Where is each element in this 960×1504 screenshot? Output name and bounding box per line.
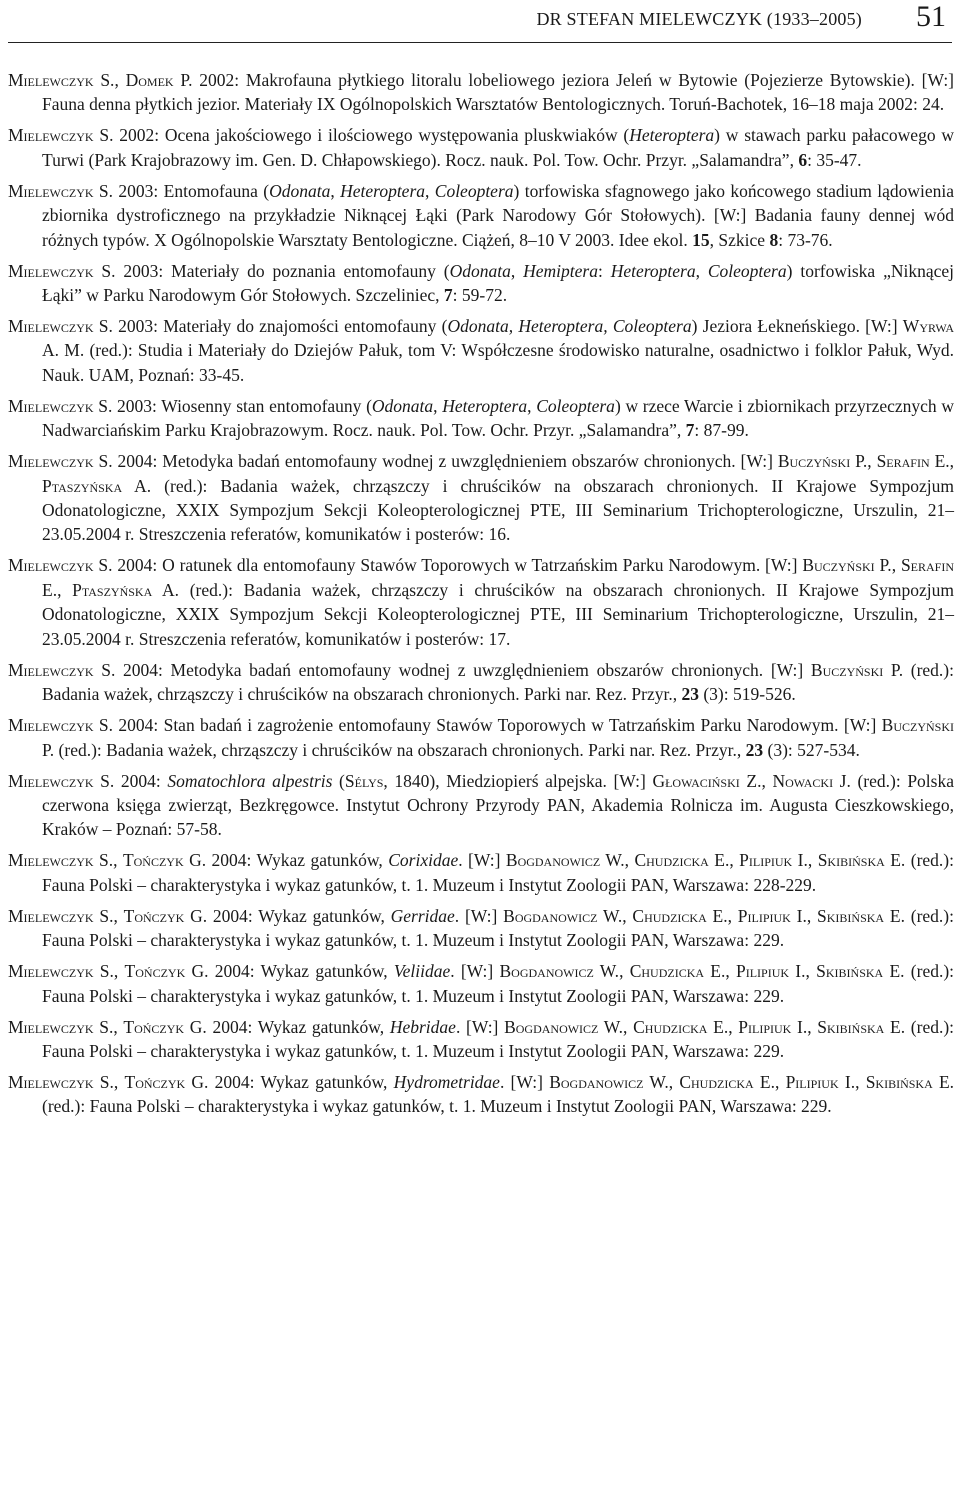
reference-text: , <box>727 905 738 926</box>
author-name: Mielewczyk S. <box>8 451 113 472</box>
reference-text: , <box>806 905 818 926</box>
reference-text: : 87-99. <box>694 420 749 441</box>
reference-entry <box>8 769 954 842</box>
reference-text: 2002: Ocena jakościowego i ilościowego występowania pluskwiaków ( <box>113 125 630 146</box>
author-name: Pilipiuk I. <box>738 1016 808 1037</box>
author-name: Mielewczyk S. <box>8 1016 114 1037</box>
reference-text: (red.): Studia i Materiały do Dziejów Pałuk, tom V: Współczesne środowisko naturalne, osadnictwo i folklor Pałuk, Wyd. Nauk. UAM, Poznań: 33-45. <box>42 340 955 385</box>
author-name: Ptaszyńska A. <box>72 579 180 600</box>
reference-text: , <box>330 180 341 201</box>
reference-text: (red.): Badania ważek, chrząszczy i chruścików na obszarach chronionych. II Krajowe Sympozjum Odonatologiczne, XXIX Sympozjum Sekcji Koleopterologicznej PTE, III Seminarium Trichopterologiczne, Urszulin, 21–23.05.2004 r. Streszczenia referatów, komunikatów i posterów: 17. <box>42 579 955 649</box>
reference-text: , <box>668 1071 680 1092</box>
author-name: Buczyński P. <box>810 659 904 680</box>
reference-entry <box>8 848 954 897</box>
reference-text: 2003: Materiały do poznania entomofauny ( <box>115 260 450 281</box>
reference-text: , <box>891 555 901 576</box>
taxon-name: Odonata <box>449 260 511 281</box>
author-name: Tończyk G. <box>123 1016 207 1037</box>
reference-text: : 59-72. <box>452 285 508 306</box>
taxon-name: Hydrometridae <box>393 1071 500 1092</box>
reference-text: , <box>510 260 524 281</box>
author-name: Serafin E. <box>42 555 955 600</box>
author-name: Pilipiuk I. <box>736 961 806 982</box>
author-name: Chudzicka E. <box>629 961 726 982</box>
author-name: Mielewczyk S. <box>8 395 113 416</box>
taxon-name: Heteroptera <box>610 260 696 281</box>
author-name: Skibińska E. <box>817 905 905 926</box>
reference-text: , <box>624 850 635 871</box>
reference-text: 2004: Metodyka badań entomofauny wodnej z uwzględnieniem obszarów chronionych. [W:] <box>115 659 811 680</box>
author-name: Mielewczyk S. <box>8 715 114 736</box>
author-name: Tończyk G. <box>124 1071 209 1092</box>
author-name: Bogdanowicz W. <box>504 1016 624 1037</box>
reference-text: (red.): Badania ważek, chrząszczy i chruścików na obszarach chronionych. II Krajowe Sympozjum Odonatologiczne, XXIX Sympozjum Sekcji Koleopterologicznej PTE, III Seminarium Trichopterologiczne, Urszulin, 21–23.05.2004 r. Streszczenia referatów, komunikatów i posterów: 16. <box>42 475 954 545</box>
reference-text: 2003: Wiosenny stan entomofauny ( <box>112 395 372 416</box>
volume-number: 6 <box>798 149 808 170</box>
taxon-name: Heteroptera <box>340 180 426 201</box>
volume-number: 15 <box>692 229 710 250</box>
reference-text: 2003: Entomofauna ( <box>113 180 270 201</box>
author-name: Skibińska E. <box>816 961 905 982</box>
author-name: Nowacki J. <box>772 770 851 791</box>
reference-text: , <box>113 850 123 871</box>
reference-entry <box>8 1015 954 1064</box>
reference-text: , <box>619 961 630 982</box>
taxon-name: Hemiptera <box>523 260 598 281</box>
reference-text: ( <box>332 770 345 791</box>
reference-text: 2004: Wykaz gatunków, <box>208 961 394 982</box>
reference-text: 2004: Wykaz gatunków, <box>208 1071 394 1092</box>
author-name: Mielewczyk S. <box>8 316 113 337</box>
reference-text: (red.): Fauna Polski – charakterystyka i wykaz gatunków, t. 1. Muzeum i Instytut Zoologii PAN, Warszawa: 229. <box>42 1096 832 1117</box>
reference-entry <box>8 959 954 1008</box>
author-name: Mielewczyk S. <box>8 905 114 926</box>
author-name: Pilipiuk I. <box>737 905 807 926</box>
reference-text: , <box>623 1016 634 1037</box>
volume-number: 7 <box>685 420 695 441</box>
reference-text: 2004: Stan badań i zagrożenie entomofauny Stawów Toporowych w Tatrzańskim Parku Narodowym. [W:] <box>113 715 882 736</box>
reference-text: , <box>114 70 126 90</box>
reference-text: , <box>113 905 124 926</box>
taxon-name: Heteroptera <box>442 395 528 416</box>
reference-entry <box>8 713 954 762</box>
author-name: Mielewczyk S. <box>8 850 114 871</box>
author-name: Mielewczyk S. <box>8 70 115 90</box>
reference-entry <box>8 179 954 252</box>
author-name: Pilipiuk I. <box>739 850 808 871</box>
author-name: Chudzicka E. <box>634 850 730 871</box>
reference-text: 2004: Metodyka badań entomofauny wodnej z uwzględnieniem obszarów chronionych. [W:] <box>112 451 778 472</box>
author-name: Bogdanowicz W. <box>499 961 620 982</box>
reference-text: (red.): Polska czerwona księga zwierząt, Bezkręgowce. Instytut Ochrony Przyrody PAN, Akademia Rolnicza im. Augusta Cieszkowskiego, Kraków – Poznań: 57-58. <box>42 770 954 840</box>
reference-text: ) Jeziora Łekneńskiego. [W:] <box>691 316 903 337</box>
reference-text: 2004: <box>114 770 168 791</box>
reference-text: (red.): Fauna Polski – charakterystyka i wykaz gatunków, t. 1. Muzeum i Instytut Zoologii PAN, Warszawa: 229. <box>42 961 955 1006</box>
reference-text: , 1840), Miedziopierś alpejska. [W:] <box>383 770 653 791</box>
author-name: Domek P. <box>125 70 193 90</box>
taxon-name: Hebridae <box>389 1016 456 1037</box>
author-name: Mielewczyk S. <box>8 180 114 201</box>
taxon-name: Coleoptera <box>536 395 615 416</box>
reference-text: : 35-47. <box>807 149 862 170</box>
volume-number: 8 <box>769 229 779 250</box>
author-name: Tończyk G. <box>122 850 207 871</box>
reference-text: , <box>855 1071 866 1092</box>
author-name: Chudzicka E. <box>679 1071 775 1092</box>
author-name: Chudzicka E. <box>633 1016 729 1037</box>
reference-entry <box>8 314 954 387</box>
reference-entry <box>8 68 954 117</box>
reference-text: 2002: Makrofauna płytkiego litoralu lobeliowego jeziora Jeleń w Bytowie (Pojezierze Bytowskie). [W:] Fauna denna płytkich jezior. Materiały IX Ogólnopolskich Warsztatów Bentologicznych. Toruń-Bachotek, 16–18 maja 2002: 24. <box>42 70 955 115</box>
reference-entry <box>8 449 954 547</box>
reference-entry <box>8 1070 954 1119</box>
reference-text: . [W:] <box>458 850 506 871</box>
page-number: 51 <box>916 0 946 33</box>
author-name: Ptaszyńska A. <box>42 475 152 496</box>
reference-text: , <box>761 770 773 791</box>
author-name: Wyrwa A. M. <box>42 316 954 361</box>
author-name: Mielewczyk S. <box>8 125 114 146</box>
author-name: Sélys <box>344 770 384 791</box>
reference-entry <box>8 123 954 172</box>
reference-text: , <box>57 579 73 600</box>
volume-number: 23 <box>681 684 699 705</box>
author-name: Tończyk G. <box>124 961 209 982</box>
reference-text: 2004: Wykaz gatunków, <box>206 1016 390 1037</box>
reference-text: , <box>807 850 818 871</box>
reference-entry <box>8 658 954 707</box>
reference-text: . [W:] <box>455 1016 505 1037</box>
reference-list <box>8 68 954 1125</box>
reference-text: (red.): Fauna Polski – charakterystyka i wykaz gatunków, t. 1. Muzeum i Instytut Zoologii PAN, Warszawa: 229. <box>42 1016 955 1061</box>
author-name: Bogdanowicz W. <box>505 850 625 871</box>
reference-text: , <box>807 1016 818 1037</box>
reference-text: : 73-76. <box>778 229 833 250</box>
volume-number: 23 <box>745 739 764 760</box>
taxon-name: Corixidae <box>388 850 459 871</box>
author-name: Mielewczyk S. <box>8 555 113 576</box>
reference-text: 2004: O ratunek dla entomofauny Stawów Toporowych w Tatrzańskim Parku Narodowym. [W:] <box>112 555 803 576</box>
reference-text: , <box>433 395 443 416</box>
author-name: Serafin E. <box>876 451 950 472</box>
reference-text: 2004: Wykaz gatunków, <box>207 905 391 926</box>
reference-text: 2004: Wykaz gatunków, <box>206 850 389 871</box>
reference-entry <box>8 259 954 308</box>
reference-text: , <box>725 961 736 982</box>
reference-text: , Szkice <box>709 229 770 250</box>
reference-text: , <box>695 260 708 281</box>
taxon-name: Odonata <box>371 395 434 416</box>
author-name: Bogdanowicz W. <box>549 1071 669 1092</box>
page-header <box>8 0 952 43</box>
volume-number: 7 <box>443 285 453 306</box>
reference-text: , <box>774 1071 786 1092</box>
author-name: Mielewczyk S. <box>8 770 115 791</box>
reference-entry <box>8 553 954 651</box>
author-name: Mielewczyk S. <box>8 260 116 281</box>
reference-entry <box>8 904 954 953</box>
author-name: Pilipiuk I. <box>785 1071 856 1092</box>
reference-text: (red.): Fauna Polski – charakterystyka i wykaz gatunków, t. 1. Muzeum i Instytut Zoologii PAN, Warszawa: 229. <box>42 905 954 951</box>
reference-text: , <box>425 180 435 201</box>
author-name: Mielewczyk S. <box>8 659 116 680</box>
taxon-name: Veliidae <box>393 961 451 982</box>
taxon-name: Odonata, Heteroptera, Coleoptera <box>447 316 692 337</box>
author-name: Buczyński P. <box>802 555 892 576</box>
author-name: Mielewczyk S. <box>8 1071 114 1092</box>
author-name: Skibińska E. <box>817 850 906 871</box>
taxon-name: Coleoptera <box>707 260 787 281</box>
reference-text: , <box>113 1016 124 1037</box>
reference-text: (red.): Fauna Polski – charakterystyka i wykaz gatunków, t. 1. Muzeum i Instytut Zoologii PAN, Warszawa: 228-229. <box>42 850 954 895</box>
reference-text: , <box>729 850 740 871</box>
taxon-name: Odonata <box>269 180 331 201</box>
reference-text: , <box>867 451 877 472</box>
reference-text: . [W:] <box>499 1071 550 1092</box>
reference-text: , <box>728 1016 739 1037</box>
taxon-name: Coleoptera <box>434 180 514 201</box>
author-name: Skibińska E. <box>865 1071 955 1092</box>
reference-text: , <box>949 451 955 472</box>
taxon-name: Gerridae <box>390 905 455 926</box>
reference-text: (3): 519-526. <box>698 684 796 705</box>
reference-text: , <box>113 1071 125 1092</box>
running-title: DR STEFAN MIELEWCZYK (1933–2005) <box>536 9 862 29</box>
reference-text: ) w stawach parku pałacowego w Turwi (Park Krajobrazowy im. Gen. D. Chłapowskiego). Rocz. nauk. Pol. Tow. Ochr. Przyr. „Salamandra”, <box>42 125 954 170</box>
reference-text: , <box>622 905 633 926</box>
reference-text: . [W:] <box>454 905 504 926</box>
reference-entry <box>8 394 954 443</box>
author-name: Buczyński P. <box>42 715 954 760</box>
reference-text: ) torfowiska sfagnowego jako końcowego stadium lądowienia zbiornika dystroficznego na przykładzie Niknącej Łąki (Park Narodowy Gór Stołowych). [W:] Badania fauny dennej wód różnych typów. X Ogólnopolskie Warsztaty Bentologiczne. Ciążeń, 8–10 V 2003. Idee ekol. <box>42 180 954 250</box>
reference-text: . [W:] <box>450 961 500 982</box>
reference-text: : <box>597 260 611 281</box>
reference-text: 2003: Materiały do znajomości entomofauny ( <box>112 316 448 337</box>
taxon-name: Somatochlora alpestris <box>167 770 333 791</box>
reference-text: ) w rzece Warcie i zbiornikach przyrzecznych w Nadwarciańskim Parku Krajobrazowym. Rocz. nauk. Pol. Tow. Ochr. Przyr. „Salamandra”, <box>42 395 954 441</box>
author-name: Chudzicka E. <box>632 905 728 926</box>
reference-text: , <box>805 961 817 982</box>
reference-text: (red.): Badania ważek, chrząszczy i chruścików na obszarach chronionych. Parki nar. Rez. Przyr., <box>42 659 954 705</box>
reference-text: (red.): Badania ważek, chrząszczy i chruścików na obszarach chronionych. Parki nar. Rez. Przyr., <box>54 739 746 760</box>
author-name: Skibińska E. <box>817 1016 906 1037</box>
author-name: Bogdanowicz W. <box>503 905 623 926</box>
reference-text: , <box>527 395 537 416</box>
author-name: Tończyk G. <box>123 905 208 926</box>
reference-text: ) torfowiska „Niknącej Łąki” w Parku Narodowym Gór Stołowych. Szczeliniec, <box>42 260 955 306</box>
taxon-name: Heteroptera <box>629 125 715 146</box>
author-name: Głowaciński Z. <box>652 770 762 791</box>
reference-text: , <box>113 961 125 982</box>
author-name: Mielewczyk S. <box>8 961 114 982</box>
reference-text: (3): 527-534. <box>763 739 860 760</box>
author-name: Buczyński P. <box>777 451 868 472</box>
